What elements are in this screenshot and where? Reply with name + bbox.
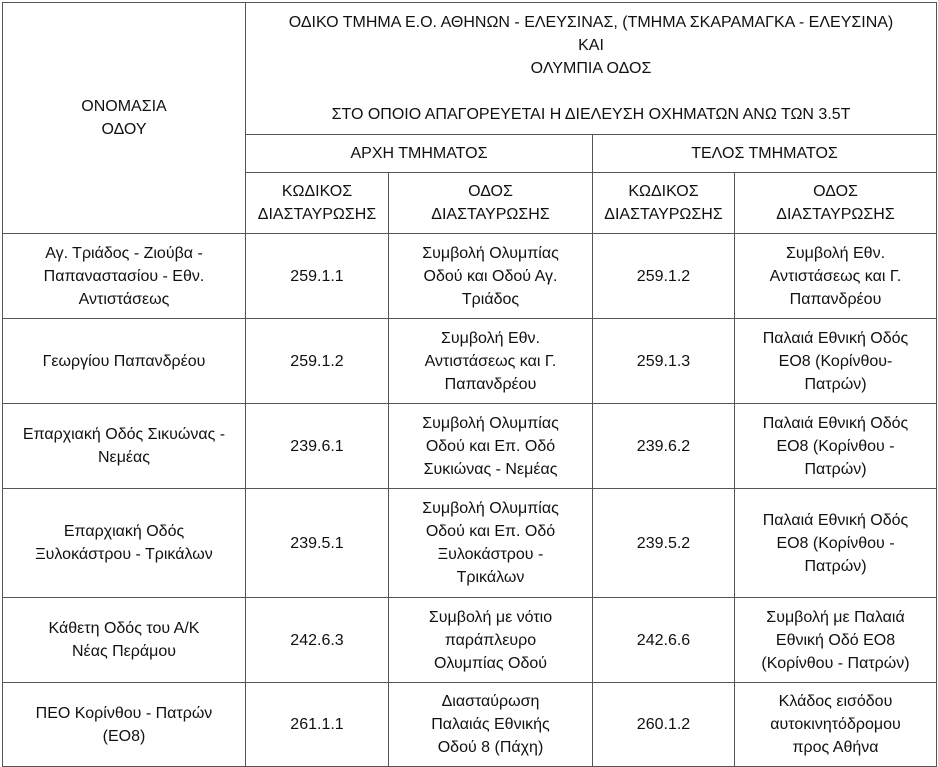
cell-line: Συμβολή Εθν.: [786, 244, 886, 262]
title-line: ΟΛΥΜΠΙΑ ΟΔΟΣ: [530, 59, 652, 77]
cell-line: Νεμέας: [98, 449, 150, 466]
cell-line: Επαρχιακή Οδός Σικυώνας -: [22, 426, 226, 443]
road-restriction-table: [2, 2, 937, 767]
start-code-cell: 259.1.2: [246, 319, 389, 404]
cell-line: Συκιώνας - Νεμέας: [423, 460, 558, 478]
end-code-header: [593, 172, 735, 233]
header-line: ΔΙΑΣΤΑΥΡΩΣΗΣ: [431, 205, 550, 223]
cell-line: Παπανδρέου: [444, 375, 537, 393]
start-code-cell: 239.6.1: [246, 404, 389, 489]
cell-line: Πατρών): [804, 557, 867, 575]
start-road-cell: [389, 404, 593, 489]
cell-line: Ξυλοκάστρου - Τρικάλων: [35, 546, 213, 563]
start-road-cell: [389, 489, 593, 598]
table-row: [3, 319, 937, 404]
cell-line: Διασταύρωση: [441, 693, 540, 710]
cell-line: Συμβολή Εθν.: [440, 329, 540, 347]
cell-line: Συμβολή Ολυμπίας: [422, 414, 559, 432]
cell-line: Ξυλοκάστρου -: [437, 546, 544, 563]
table-row: [3, 683, 937, 767]
cell-line: Αντιστάσεως και Γ.: [769, 267, 902, 285]
end-road-cell: [735, 598, 937, 683]
road-name-header-line: ΟΔΟΥ: [101, 121, 147, 138]
header-line: ΚΩΔΙΚΟΣ: [281, 182, 353, 200]
cell-line: Παλαιάς Εθνικής: [431, 716, 550, 733]
table-row: [3, 598, 937, 683]
cell-line: Γεωργίου Παπανδρέου: [42, 352, 206, 370]
end-code-cell: 259.1.3: [593, 319, 735, 404]
road-name-cell: [3, 489, 246, 598]
cell-line: Παπανδρέου: [789, 290, 882, 308]
table-row: [3, 234, 937, 319]
segment-end-header: ΤΕΛΟΣ ΤΜΗΜΑΤΟΣ: [593, 134, 937, 172]
cell-line: Οδού και Επ. Οδό: [425, 437, 556, 455]
header-line: ΔΙΑΣΤΑΥΡΩΣΗΣ: [604, 205, 723, 223]
cell-line: Συμβολή με Παλαιά: [766, 608, 905, 626]
road-name-cell: [3, 683, 246, 767]
end-code-cell: 260.1.2: [593, 683, 735, 767]
end-code-cell: 259.1.2: [593, 234, 735, 319]
cell-line: Πατρών): [804, 460, 867, 478]
cell-line: Οδού και Επ. Οδό: [425, 523, 556, 540]
cell-line: Εθνική Οδό ΕΟ8: [775, 631, 896, 649]
cell-line: Οδού 8 (Πάχη): [437, 739, 544, 756]
cell-line: Κλάδος εισόδου: [778, 693, 893, 710]
road-name-cell: [3, 234, 246, 319]
table-title: [246, 3, 937, 135]
cell-line: Παλαιά Εθνική Οδός: [762, 329, 909, 347]
table-row: [3, 404, 937, 489]
cell-line: Αντιστάσεως και Γ.: [424, 352, 557, 370]
cell-line: (Κορίνθου - Πατρών): [761, 654, 910, 672]
cell-line: αυτοκινητόδρομου: [770, 716, 901, 733]
table-row: [3, 489, 937, 598]
start-road-cell: [389, 598, 593, 683]
header-line: ΔΙΑΣΤΑΥΡΩΣΗΣ: [257, 205, 377, 223]
header-line: ΟΔΟΣ: [468, 182, 513, 200]
cell-line: Νέας Περάμου: [72, 643, 176, 660]
end-code-cell: 239.6.2: [593, 404, 735, 489]
cell-line: παράπλευρο: [444, 631, 537, 649]
cell-line: Αγ. Τριάδος - Ζιούβα -: [45, 244, 203, 262]
header-line: ΔΙΑΣΤΑΥΡΩΣΗΣ: [776, 205, 895, 223]
road-name-cell: [3, 319, 246, 404]
cell-line: ΕΟ8 (Κορίνθου -: [776, 534, 895, 552]
cell-line: προς Αθήνα: [792, 739, 879, 756]
end-road-cell: [735, 683, 937, 767]
cell-line: Τρικάλων: [456, 569, 525, 586]
start-code-header: [246, 172, 389, 233]
cell-line: Συμβολή Ολυμπίας: [422, 244, 559, 262]
start-code-cell: 261.1.1: [246, 683, 389, 767]
start-code-cell: 242.6.3: [246, 598, 389, 683]
end-road-cell: [735, 234, 937, 319]
cell-line: ΠΕΟ Κορίνθου - Πατρών: [35, 704, 213, 722]
cell-line: Συμβολή με νότιο: [428, 608, 553, 626]
road-name-header: [3, 3, 246, 234]
cell-line: Παπαναστασίου - Εθν.: [43, 267, 205, 285]
cell-line: Παλαιά Εθνική Οδός: [762, 511, 909, 529]
end-road-cell: [735, 489, 937, 598]
cell-line: Ολυμπίας Οδού: [433, 654, 548, 672]
cell-line: Κάθετη Οδός του Α/Κ: [48, 620, 200, 637]
road-name-header-line: ΟΝΟΜΑΣΙΑ: [81, 98, 167, 115]
road-name-cell: [3, 598, 246, 683]
cell-line: Πατρών): [804, 375, 867, 393]
cell-line: Οδού και Οδού Αγ.: [423, 267, 558, 285]
cell-line: Συμβολή Ολυμπίας: [422, 500, 559, 517]
restriction-text: ΣΤΟ ΟΠΟΙΟ ΑΠΑΓΟΡΕΥΕΤΑΙ Η ΔΙΕΛΕΥΣΗ ΟΧΗΜΑΤΩΝ ΑΝΩ ΤΩΝ 3.5Τ: [331, 105, 851, 123]
cell-line: (ΕΟ8): [102, 727, 146, 745]
title-line: ΟΔΙΚΟ ΤΜΗΜΑ Ε.Ο. ΑΘΗΝΩΝ - ΕΛΕΥΣΙΝΑΣ, (ΤΜΗΜΑ ΣΚΑΡΑΜΑΓΚΑ - ΕΛΕΥΣΙΝΑ): [288, 13, 894, 31]
end-road-cell: [735, 404, 937, 489]
cell-line: Παλαιά Εθνική Οδός: [762, 414, 909, 432]
start-code-cell: 259.1.1: [246, 234, 389, 319]
header-line: ΚΩΔΙΚΟΣ: [628, 182, 699, 200]
cell-line: Τριάδος: [461, 290, 520, 308]
end-code-cell: 242.6.6: [593, 598, 735, 683]
title-line: ΚΑΙ: [578, 36, 604, 54]
cell-line: ΕΟ8 (Κορίνθου-: [778, 352, 893, 370]
start-road-cell: [389, 234, 593, 319]
start-code-cell: 239.5.1: [246, 489, 389, 598]
start-road-cell: [389, 319, 593, 404]
start-road-header: [389, 172, 593, 233]
road-name-cell: [3, 404, 246, 489]
start-road-cell: [389, 683, 593, 767]
segment-start-header: ΑΡΧΗ ΤΜΗΜΑΤΟΣ: [246, 134, 593, 172]
end-road-cell: [735, 319, 937, 404]
end-road-header: [735, 172, 937, 233]
cell-line: Αντιστάσεως: [78, 290, 170, 308]
header-line: ΟΔΟΣ: [813, 182, 858, 200]
cell-line: ΕΟ8 (Κορίνθου -: [776, 437, 895, 455]
cell-line: Επαρχιακή Οδός: [63, 523, 185, 540]
end-code-cell: 239.5.2: [593, 489, 735, 598]
